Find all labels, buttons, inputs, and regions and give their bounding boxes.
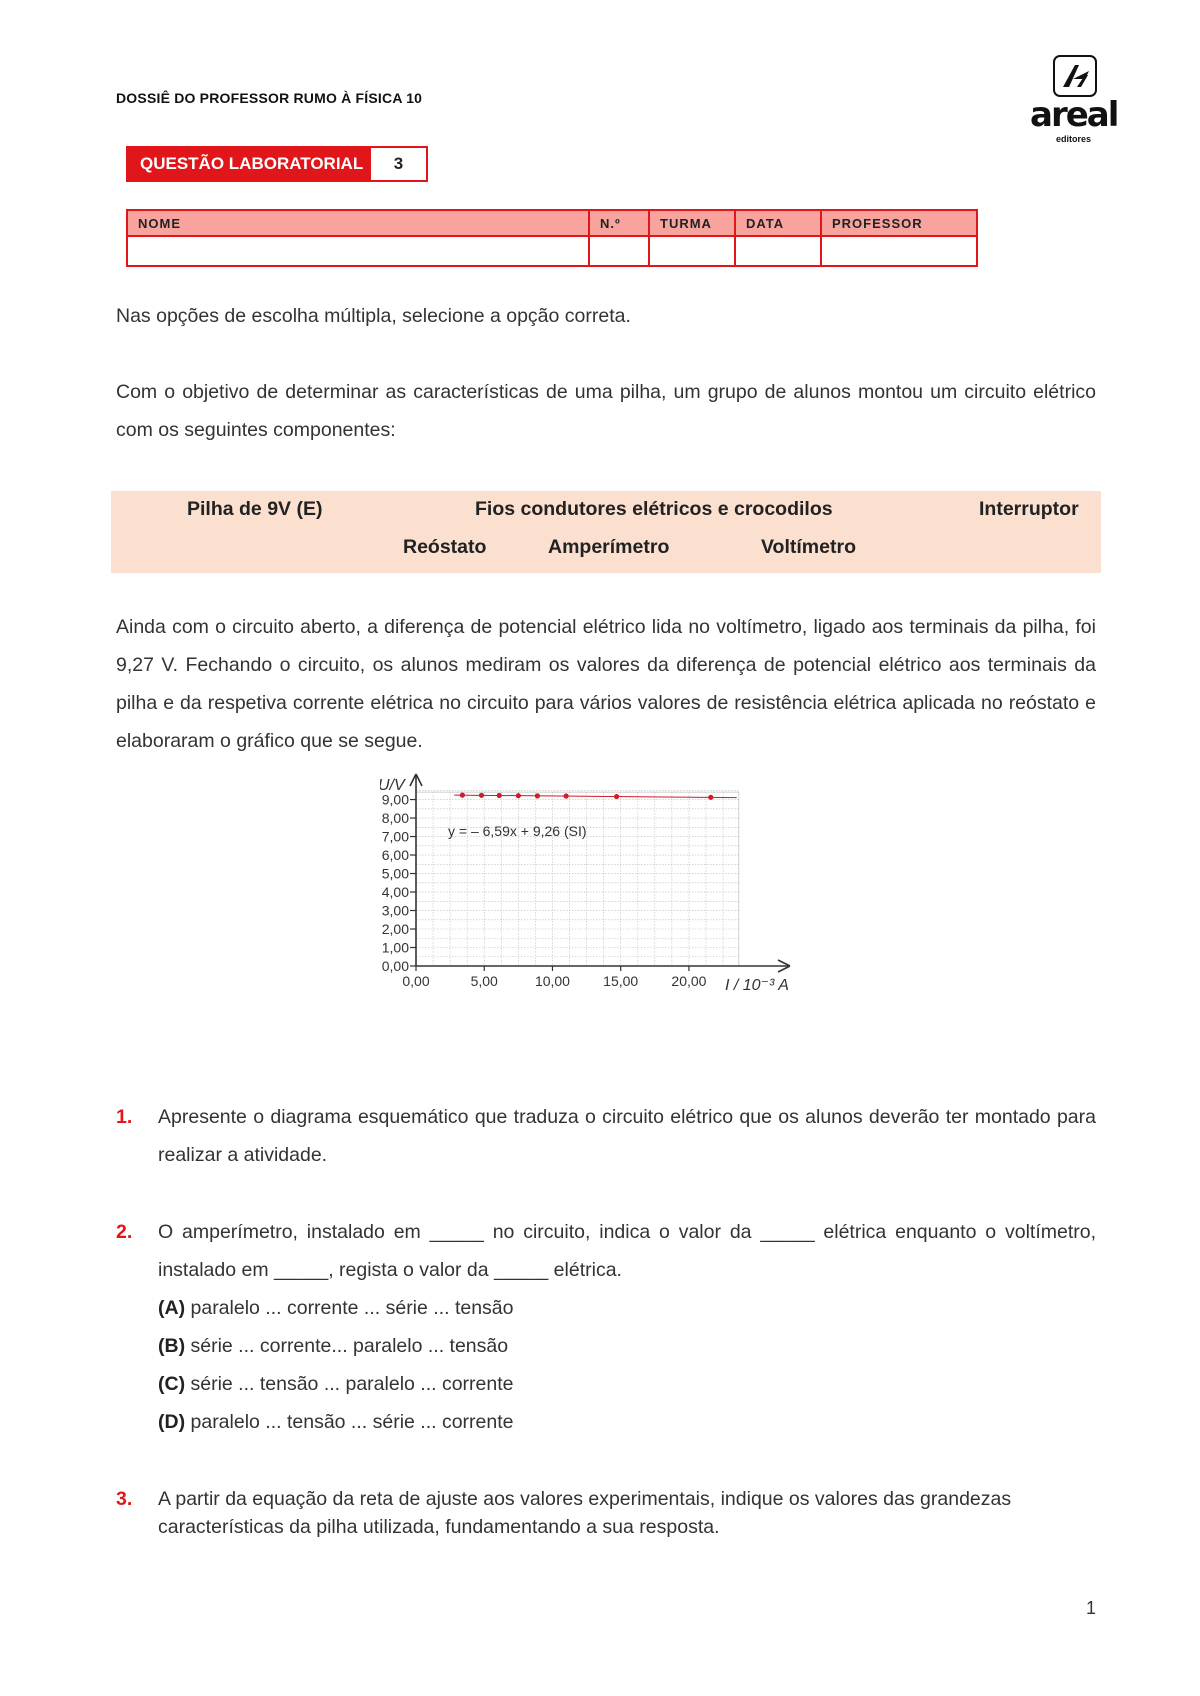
y-tick-label: 6,00: [381, 847, 409, 864]
component-interruptor: Interruptor: [979, 498, 1079, 520]
option-b-letter: (B): [158, 1335, 186, 1357]
question-label: QUESTÃO LABORATORIAL: [128, 148, 371, 180]
option-d[interactable]: [158, 1403, 1096, 1441]
header-turma: TURMA: [649, 210, 735, 236]
question-2-number: 2.: [116, 1221, 133, 1243]
areal-logo: [1030, 55, 1120, 144]
option-d-text: paralelo ... tensão ... série ... corrente: [190, 1411, 514, 1433]
document-header: DOSSIÊ DO PROFESSOR RUMO À FÍSICA 10: [116, 90, 423, 106]
ui-graph: [380, 768, 840, 1058]
field-numero[interactable]: [589, 236, 649, 266]
option-a-letter: (A): [158, 1297, 186, 1319]
component-fios: Fios condutores elétricos e crocodilos: [475, 498, 833, 520]
header-numero: N.º: [589, 210, 649, 236]
components-box: [111, 491, 1101, 573]
y-tick-label: 5,00: [381, 865, 409, 882]
logo-text: areal: [1030, 95, 1118, 135]
question-1-text: Apresente o diagrama esquemático que traduza o circuito elétrico que os alunos deverão ter montado para realizar a atividade.: [158, 1106, 1096, 1166]
field-data[interactable]: [735, 236, 821, 266]
y-tick-label: 4,00: [381, 884, 409, 901]
option-b-text: série ... corrente... paralelo ... tensão: [190, 1335, 509, 1357]
x-tick-label: 5,00: [470, 973, 498, 989]
question-3: [116, 1485, 1096, 1565]
context-paragraph: [116, 373, 1096, 449]
y-tick-label: 1,00: [381, 939, 409, 956]
field-turma[interactable]: [649, 236, 735, 266]
y-tick-label: 7,00: [381, 828, 409, 845]
instructions: [116, 297, 1096, 335]
header-professor: PROFESSOR: [821, 210, 977, 236]
y-tick-label: 8,00: [381, 810, 409, 827]
field-nome[interactable]: [127, 236, 589, 266]
option-c-letter: (C): [158, 1373, 186, 1395]
x-tick-label: 15,00: [603, 973, 639, 989]
component-pilha: Pilha de 9V (E): [187, 498, 323, 520]
option-a[interactable]: [158, 1289, 1096, 1327]
x-axis-label: I / 10⁻³ A: [725, 977, 789, 994]
option-c[interactable]: [158, 1365, 1096, 1403]
data-point: [460, 793, 465, 798]
component-voltimetro: Voltímetro: [761, 536, 856, 558]
logo-mark-icon: [1053, 55, 1097, 97]
fit-equation-label: y = – 6,59x + 9,26 (SI): [448, 823, 587, 839]
field-professor[interactable]: [821, 236, 977, 266]
question-3-number: 3.: [116, 1488, 133, 1510]
data-point: [479, 793, 484, 798]
description-text: Ainda com o circuito aberto, a diferença de potencial elétrico lida no voltímetro, ligado aos terminais da pilha, foi 9,27 V. Fechando o circuito, os alunos mediram os valores da diferença de potencial elétrico aos terminais da pilha e da respetiva corrente elétrica no circuito para vários valores de resistência elétrica aplicada no reóstato e elaboraram o gráfico que se segue.: [116, 616, 1096, 752]
description-paragraph: [116, 608, 1096, 760]
y-axis-label: U/V: [380, 777, 405, 794]
x-tick-label: 20,00: [671, 973, 707, 989]
data-point: [614, 794, 619, 799]
x-tick-label: 0,00: [402, 973, 430, 989]
student-id-table: [126, 209, 978, 267]
header-data: DATA: [735, 210, 821, 236]
component-amperimetro: Amperímetro: [548, 536, 670, 558]
y-tick-label: 2,00: [381, 921, 409, 938]
intro-text: Nas opções de escolha múltipla, selecione a opção correta.: [116, 305, 631, 327]
question-1-number: 1.: [116, 1106, 133, 1128]
logo-subtext: editores: [1056, 134, 1092, 144]
data-point: [708, 795, 713, 800]
question-1: [116, 1098, 1096, 1178]
data-point: [516, 793, 521, 798]
option-d-letter: (D): [158, 1411, 186, 1433]
question-number: 3: [393, 154, 404, 173]
question-2: [116, 1213, 1096, 1443]
question-3-text: A partir da equação da reta de ajuste aos valores experimentais, indique os valores das grandezas características da pilha utilizada, fundamentando a sua resposta.: [158, 1488, 1012, 1538]
question-2-text: O amperímetro, instalado em _____ no circuito, indica o valor da _____ elétrica enquanto o voltímetro, instalado em _____, regista o valor da _____ elétrica.: [158, 1221, 1096, 1281]
x-tick-label: 10,00: [534, 973, 570, 989]
ui-graph-svg: [380, 768, 840, 1058]
y-tick-label: 9,00: [381, 791, 409, 808]
option-c-text: série ... tensão ... paralelo ... corrente: [190, 1373, 514, 1395]
option-b[interactable]: [158, 1327, 1096, 1365]
header-nome: NOME: [127, 210, 589, 236]
data-point: [535, 793, 540, 798]
option-a-text: paralelo ... corrente ... série ... tensão: [190, 1297, 514, 1319]
y-tick-label: 0,00: [381, 958, 409, 974]
data-point: [564, 793, 569, 798]
context-text: Com o objetivo de determinar as características de uma pilha, um grupo de alunos montou um circuito elétrico com os seguintes componentes:: [116, 381, 1096, 441]
component-reostato: Reóstato: [403, 536, 487, 558]
page-number: 1: [1086, 1598, 1097, 1618]
y-tick-label: 3,00: [381, 902, 409, 919]
question-label-box: [126, 146, 428, 182]
data-point: [497, 793, 502, 798]
